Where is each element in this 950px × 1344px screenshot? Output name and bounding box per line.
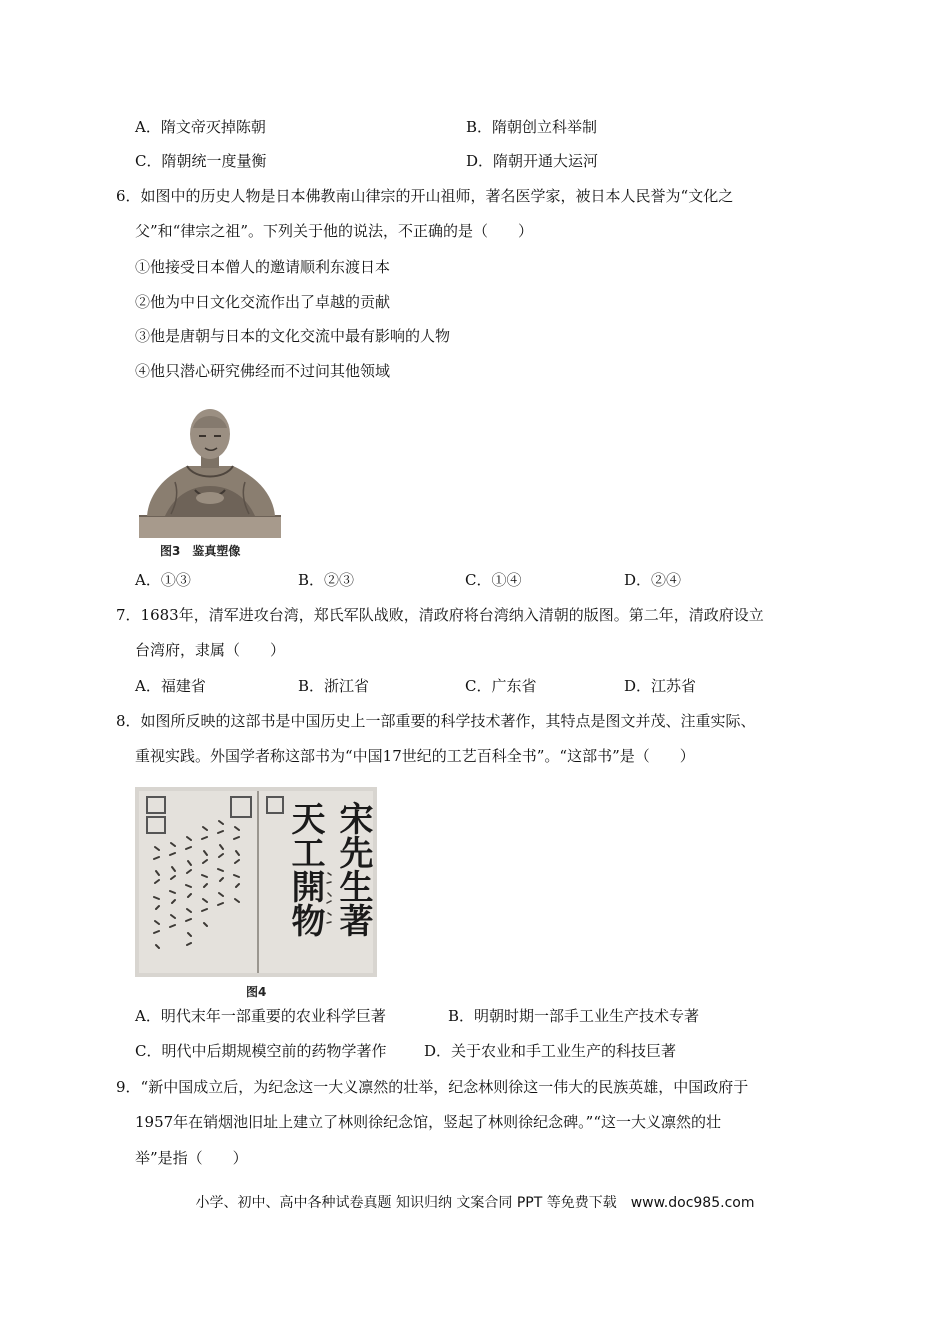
q5-option-a: A．隋文帝灭掉陈朝 (135, 118, 266, 136)
q8-stem-line1: 8．如图所反映的这部书是中国历史上一部重要的科学技术著作，其特点是图文并茂、注重实际、 (116, 712, 756, 730)
q6-statement-4: ④他只潜心研究佛经而不过问其他领域 (135, 362, 391, 380)
q7-option-d: D．江苏省 (624, 677, 697, 695)
q5-option-d: D．隋朝开通大运河 (466, 152, 599, 170)
q8-stem-line2: 重视实践。外国学者称这部书为“中国17世纪的工艺百科全书”。“这部书”是（ ） (135, 747, 695, 765)
q7-stem-line2: 台湾府，隶属（ ） (135, 641, 286, 659)
q8-option-d: D．关于农业和手工业生产的科技巨著 (424, 1042, 677, 1060)
q6-statement-3: ③他是唐朝与日本的文化交流中最有影响的人物 (135, 327, 451, 345)
q8-option-b: B．明朝时期一部手工业生产技术专著 (448, 1007, 700, 1025)
q5-option-b: B．隋朝创立科举制 (466, 118, 598, 136)
q9-stem-line3: 举”是指（ ） (135, 1149, 248, 1167)
q6-statement-1: ①他接受日本僧人的邀请顺利东渡日本 (135, 258, 391, 276)
q6-option-d: D．②④ (624, 571, 682, 589)
q6-stem-line2: 父”和“律宗之祖”。下列关于他的说法，不正确的是（ ） (135, 222, 534, 240)
q6-option-c: C．①④ (465, 571, 522, 589)
q7-option-b: B．浙江省 (298, 677, 370, 695)
q6-stem-line1: 6．如图中的历史人物是日本佛教南山律宗的开山祖师，著名医学家，被日本人民誉为“文化之 (116, 187, 734, 205)
q6-option-a: A．①③ (135, 571, 191, 589)
q7-stem-line1: 7．1683年，清军进攻台湾，郑氏军队战败，清政府将台湾纳入清朝的版图。第二年，清政府设立 (116, 606, 764, 624)
book-title-left: 天工開物 (285, 801, 325, 937)
figure-3-caption: 图3 鉴真塑像 (160, 544, 241, 558)
q6-option-b: B．②③ (298, 571, 355, 589)
q8-option-a: A．明代末年一部重要的农业科学巨著 (135, 1007, 386, 1025)
q5-option-c: C．隋朝统一度量衡 (135, 152, 267, 170)
q9-stem-line1: 9．“新中国成立后，为纪念这一大义凛然的壮举，纪念林则徐这一伟大的民族英雄，中国政府于 (116, 1078, 749, 1096)
q9-stem-line2: 1957年在销烟池旧址上建立了林则徐纪念馆，竖起了林则徐纪念碑。”“这一大义凛然的壮 (135, 1113, 722, 1131)
q6-statement-2: ②他为中日文化交流作出了卓越的贡献 (135, 293, 391, 311)
tiangong-kaiwu-book-image (135, 787, 377, 977)
q8-option-c: C．明代中后期规模空前的药物学著作 (135, 1042, 387, 1060)
jianzhen-statue-image (135, 398, 285, 538)
page-footer: 小学、初中、高中各种试卷真题 知识归纳 文案合同 PPT 等免费下载 www.doc985.com (195, 1195, 755, 1211)
book-title-right: 宋先生著 (333, 801, 373, 937)
figure-4-caption: 图4 (246, 985, 267, 999)
q7-option-a: A．福建省 (135, 677, 206, 695)
q7-option-c: C．广东省 (465, 677, 537, 695)
